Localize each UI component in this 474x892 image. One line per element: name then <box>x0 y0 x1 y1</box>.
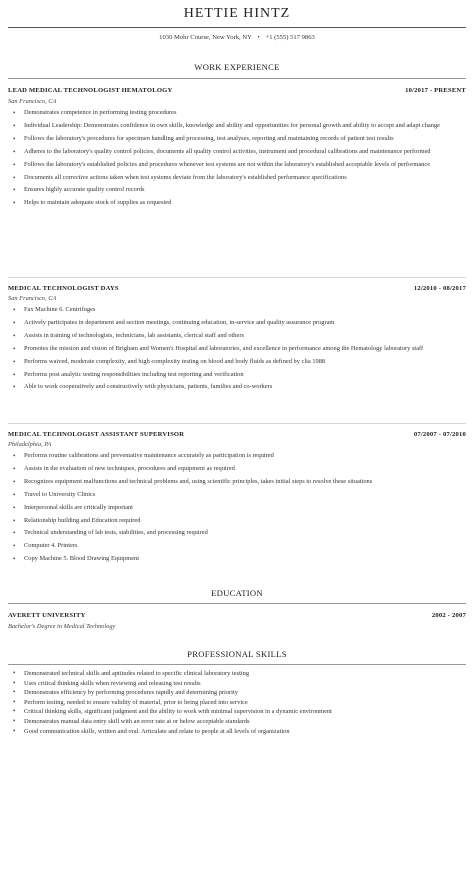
list-item: • Individual Leadership: Demonstrates confidence in own skills, knowledge and ability and opportunities for personal growth and ability to accept and adapt change <box>8 120 464 133</box>
list-item: • Adheres to the laboratory's quality control policies, documents all quality control activities, instrument and procedural calibrations and maintenance performed <box>8 146 464 159</box>
job-title: LEAD MEDICAL TECHNOLOGIST HEMATOLOGY <box>8 87 173 94</box>
job-bullets <box>8 304 464 394</box>
list-item: • Perform testing, needed to ensure validity of material, prior to being placed into service <box>8 698 464 708</box>
candidate-name: HETTIE HINTZ <box>183 6 291 21</box>
skills-list <box>8 669 464 736</box>
job-dates: 12/2010 - 08/2017 <box>413 285 466 292</box>
list-item: • Demonstrated technical skills and aptitudes related to specific clinical laboratory testing <box>8 669 464 679</box>
section-divider <box>8 78 466 79</box>
list-item: • Assists in training of technologists, technicians, lab assistants, clerical staff and others <box>8 330 464 343</box>
list-item: • Copy Machine 5. Blood Drawing Equipment <box>8 553 464 566</box>
list-item: • Documents all corrective actions taken when test systems deviate from the laboratory's established performance specifications <box>8 172 464 185</box>
address: 1030 Mohr Course, New York, NY <box>159 34 252 41</box>
list-item: • Follows the laboratory's procedures for specimen handling and processing, test analyses, reporting and maintaining records of patient test results <box>8 133 464 146</box>
list-item: • Critical thinking skills, significant judgment and the ability to work with minimal supervision in a dynamic environment <box>8 707 464 717</box>
list-item: • Good communication skills, written and oral. Articulate and relate to people at all levels of organization <box>8 727 464 737</box>
job-title: MEDICAL TECHNOLOGIST ASSISTANT SUPERVISOR <box>8 431 185 438</box>
list-item: • Travel to University Clinics <box>8 489 464 502</box>
job-divider <box>8 423 466 424</box>
job-location: San Francisco, CA <box>8 98 57 105</box>
section-title-skills: PROFESSIONAL SKILLS <box>187 649 287 659</box>
list-item: • Follows the laboratory's established policies and procedures whenever test systems are not within the laboratory's established acceptable levels of performance <box>8 159 464 172</box>
contact-separator: • <box>257 34 260 41</box>
list-item: • Demonstrates manual data entry skill with an error rate at or below acceptable standards <box>8 717 464 727</box>
list-item: • Performs post analytic testing responsibilities including test reporting and verification <box>8 369 464 382</box>
job-bullets <box>8 450 464 566</box>
list-item: • Fax Machine 6. Centrifuges <box>8 304 464 317</box>
job-bullets <box>8 107 464 210</box>
section-divider <box>8 664 466 665</box>
list-item: • Demonstrates efficiency by performing procedures rapidly and determining priority <box>8 688 464 698</box>
list-item: • Uses critical thinking skills when reviewing and releasing test results <box>8 679 464 689</box>
job-title: MEDICAL TECHNOLOGIST DAYS <box>8 285 119 292</box>
degree: Bachelor's Degree in Medical Technology <box>8 623 116 630</box>
education-dates: 2002 - 2007 <box>431 612 466 619</box>
section-title-experience: WORK EXPERIENCE <box>194 62 280 72</box>
phone: +1 (555) 517 9863 <box>265 34 315 41</box>
job-location: San Francisco, CA <box>8 295 57 302</box>
list-item: • Computer 4. Printers <box>8 540 464 553</box>
list-item: • Technical understanding of lab tests, stabilities, and processing required <box>8 527 464 540</box>
list-item: • Able to work cooperatively and constructively with physicians, patients, families and co-workers <box>8 381 464 394</box>
job-location: Philadelphia, PA <box>8 441 52 448</box>
header-divider <box>8 27 466 28</box>
list-item: • Performs waived, moderate complexity, and high complexity testing on blood and body fluids as defined by clia 1988 <box>8 356 464 369</box>
section-title-education: EDUCATION <box>211 588 263 598</box>
list-item: • Ensures highly accurate quality control records <box>8 184 464 197</box>
list-item: • Relationship building and Education required <box>8 515 464 528</box>
job-dates: 10/2017 - PRESENT <box>405 87 466 94</box>
section-divider <box>8 603 466 604</box>
list-item: • Helps to maintain adequate stock of supplies as requested <box>8 197 464 210</box>
list-item: • Actively participates in department and section meetings, continuing education, in-service and quality assurance program <box>8 317 464 330</box>
list-item: • Assists in the evaluation of new techniques, procedures and equipment as required <box>8 463 464 476</box>
list-item: • Promotes the mission and vision of Brigham and Women's Hospital and laboratories, and excellence in performance among the Hematology laboratory staff <box>8 343 464 356</box>
list-item: • Demonstrates competence in performing testing procedures <box>8 107 464 120</box>
list-item: • Performs routine calibrations and preventative maintenance accurately as participation is required <box>8 450 464 463</box>
contact-line <box>0 34 474 41</box>
school-name: AVERETT UNIVERSITY <box>8 612 86 619</box>
job-divider <box>8 277 466 278</box>
job-dates: 07/2007 - 07/2010 <box>413 431 466 438</box>
list-item: • Interpersonal skills are critically important <box>8 502 464 515</box>
list-item: • Recognizes equipment malfunctions and technical problems and, using scientific principles, takes initial steps to resolve these situations <box>8 476 464 489</box>
